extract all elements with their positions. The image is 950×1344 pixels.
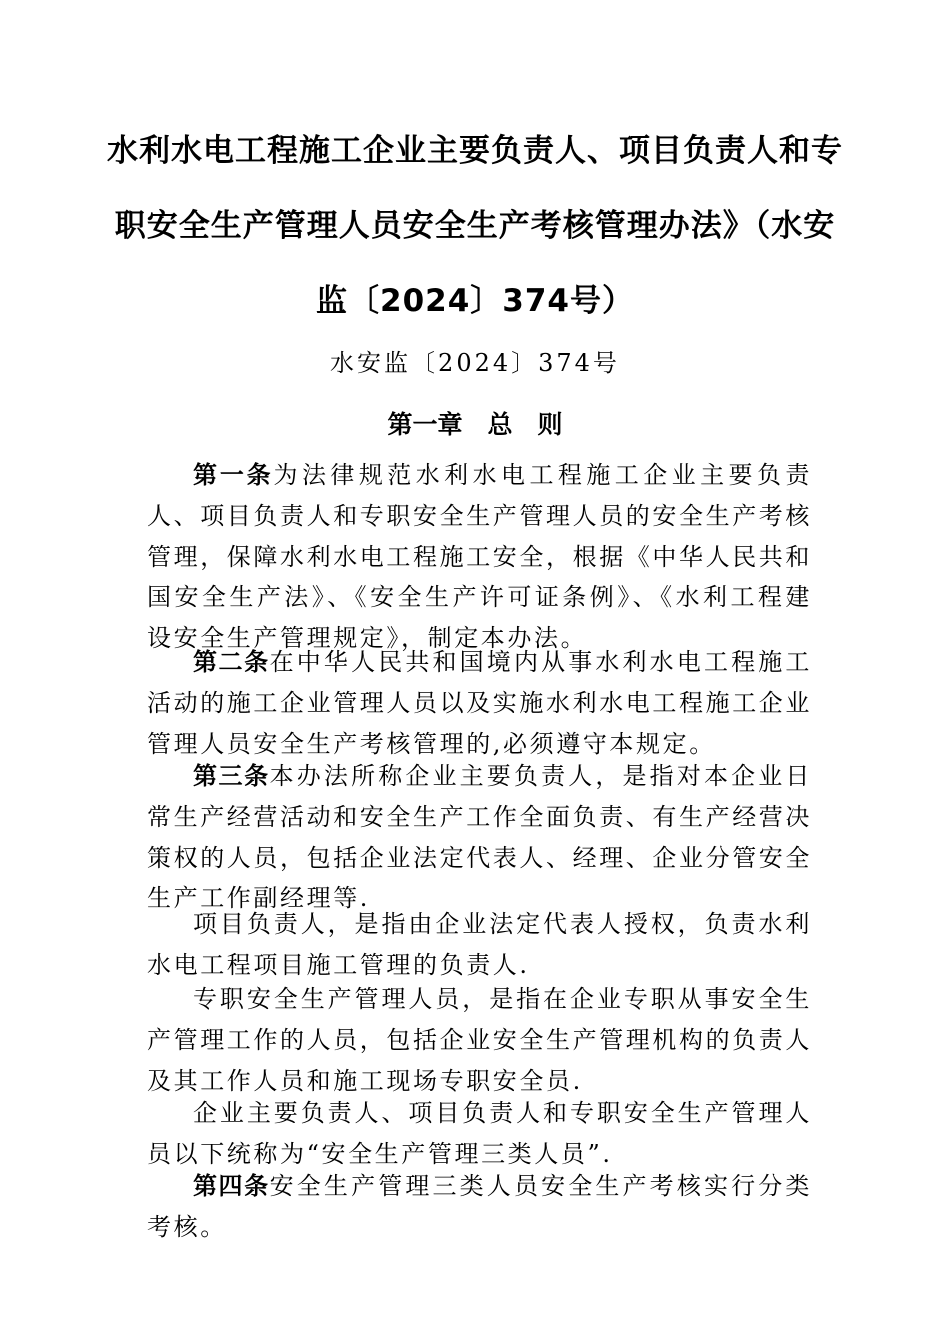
article-1-text: 为法律规范水利水电工程施工企业主要负责人、项目负责人和专职安全生产管理人员的安全生产考核管理，保障水利水电工程施工安全，根据《中华人民共和国安全生产法》、《安全生产许可证条例》、《水利工程建设安全生产管理规定》，制定本办法。 — [147, 461, 812, 653]
document-title-line-3: 监〔2024〕374号） — [316, 283, 634, 319]
document-number: 水安监〔2024〕374号 — [330, 349, 620, 377]
article-4-paragraph — [147, 1166, 812, 1248]
article-2-text: 在中华人民共和国境内从事水利水电工程施工活动的施工企业管理人员以及实施水利水电工程施工企业管理人员安全生产考核管理的,必须遵守本规定。 — [147, 648, 813, 758]
article-3-label: 第三条 — [193, 762, 270, 790]
project-leader-definition: 项目负责人，是指由企业法定代表人授权，负责水利水电工程项目施工管理的负责人. — [147, 910, 812, 979]
three-types-definition: 企业主要负责人、项目负责人和专职安全生产管理人员以下统称为“安全生产管理三类人员”. — [147, 1099, 812, 1168]
article-3-paragraph — [147, 756, 812, 919]
safety-officer-definition: 专职安全生产管理人员，是指在企业专职从事安全生产管理工作的人员，包括企业安全生产管理机构的负责人及其工作人员和施工现场专职安全员. — [147, 985, 812, 1095]
article-3-text: 本办法所称企业主要负责人，是指对本企业日常生产经营活动和安全生产工作全面负责、有生产经营决策权的人员，包括企业法定代表人、经理、企业分管安全生产工作副经理等. — [147, 762, 813, 913]
chapter-heading: 第一章 总 则 — [387, 410, 563, 439]
article-1-paragraph — [147, 455, 812, 659]
document-title-line-1: 水利水电工程施工企业主要负责人、项目负责人和专 — [107, 133, 843, 169]
article-1-label: 第一条 — [193, 461, 274, 489]
article-2-paragraph — [147, 642, 812, 764]
article-4-label: 第四条 — [193, 1172, 270, 1200]
document-title-line-2: 职安全生产管理人员安全生产考核管理办法》（水安 — [114, 208, 836, 244]
article-2-label: 第二条 — [193, 648, 270, 676]
article-4-text: 安全生产管理三类人员安全生产考核实行分类考核。 — [147, 1172, 813, 1241]
